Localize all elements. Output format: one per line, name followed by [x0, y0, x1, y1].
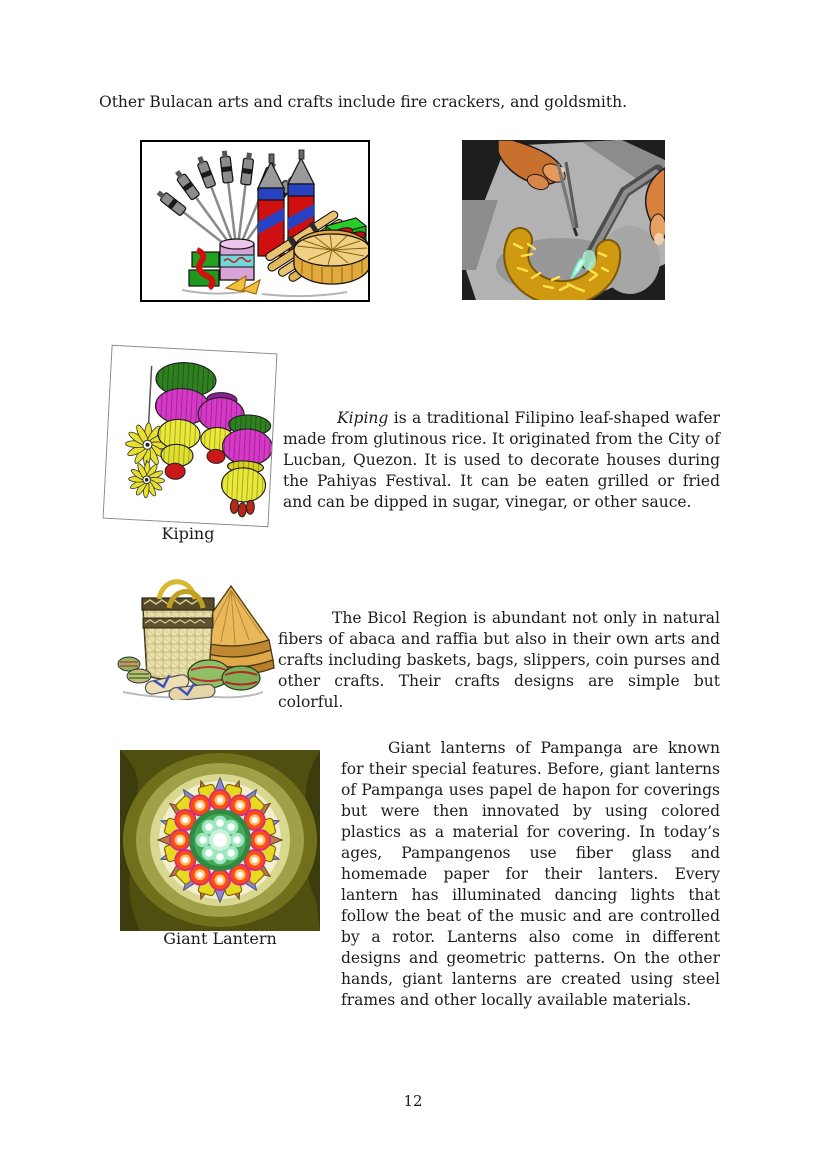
lantern-center [189, 809, 251, 871]
firecrackers-illustration [142, 142, 368, 300]
kiping-term: Kiping [337, 408, 389, 427]
kiping-figure [103, 345, 278, 527]
giant-lantern-paragraph: Giant lanterns of Pampanga are known for their special features. Before, giant lanterns of Pampanga uses papel de hapon for coverings but were then innovated by using colored plastics as a material for covering. In today’s ages, Pampangenos use fiber glass and homemade paper for their lanters. Every lantern has illuminated dancing lights that follow the beat of the music and are controlled by a rotor. Lanterns also come in different designs and geometric patterns. On the other hands, giant lanterns are created using steel frames and other locally available materials. [341, 738, 720, 1009]
rocket-cup [220, 239, 254, 280]
giant-lantern-caption: Giant Lantern [163, 929, 277, 948]
bicol-paragraph: The Bicol Region is abundant not only in natural fibers of abaca and raffia but also in their own arts and crafts including baskets, bags, slippers, coin purses and other crafts. Their crafts designs are simple but colorful. [278, 608, 720, 711]
goldsmith-figure [462, 140, 665, 300]
kiping-paragraph [283, 408, 720, 513]
intro-text: Other Bulacan arts and crafts include fire crackers, and goldsmith. [99, 93, 628, 111]
kiping-paragraph-text: is a traditional Filipino leaf-shaped wafer made from glutinous rice. It originated from the City of Lucban, Quezon. It is used to decorate houses during the Pahiyas Festival. It can be eaten grilled or fried and can be dipped in sugar, vinegar, or other sauce. [283, 408, 720, 511]
bicol-crafts-figure [103, 568, 275, 700]
kiping-illustration [104, 346, 277, 526]
giant-lantern-photo [120, 750, 320, 931]
giant-lantern-figure [120, 750, 320, 931]
page-number: 12 [403, 1092, 423, 1110]
firecrackers-figure [140, 140, 370, 302]
coil-drum [294, 230, 368, 284]
bicol-crafts-illustration [103, 568, 275, 700]
goldsmith-illustration [462, 140, 665, 300]
kiping-caption: Kiping [161, 524, 215, 543]
